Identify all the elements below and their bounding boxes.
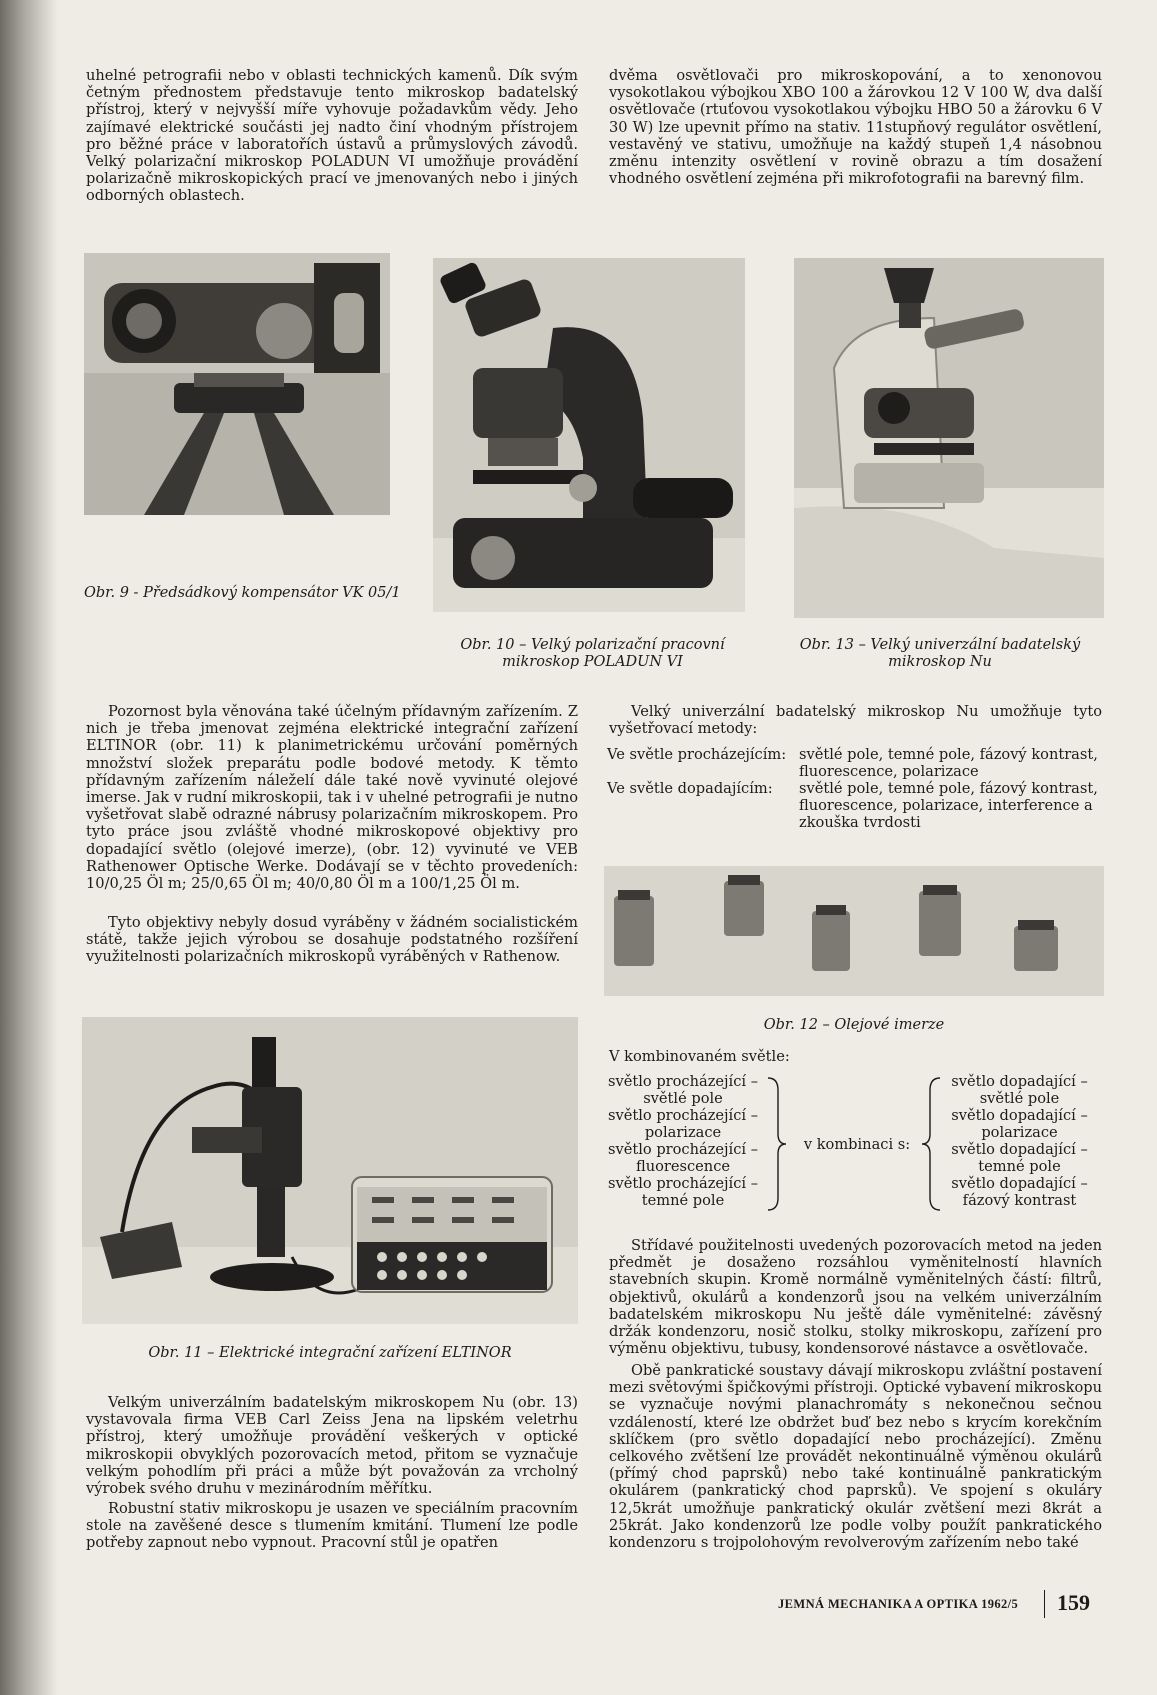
caption-obr12: Obr. 12 – Olejové imerze	[763, 1017, 945, 1033]
photo-mikroskop-nu	[794, 258, 1104, 618]
combined-right-item: světlo dopadající –	[951, 1141, 1088, 1158]
combined-left-item: světlo procházející –	[608, 1107, 758, 1124]
paragraph-velkym-univerzalnim: Velkým univerzálním badatelským mikroskopem Nu (obr. 13) vystavovala firma VEB Carl Zeiss Jena na lipském veletrhu přístroj, který umožňuje provádění veškerých v optické mikroskopii obvyklých pozorovacích metod, přitom se vyznačuje velkým pohodlím při práci a může být považován za vrcholný výrobek svého druhu v mezinárodním měřítku.	[86, 1394, 578, 1498]
combined-left-item: světlo procházející –	[608, 1073, 758, 1090]
combined-right-item: světlo dopadající –	[951, 1107, 1088, 1124]
combined-right-item: polarizace	[981, 1124, 1058, 1141]
method-label-transmitted: Ve světle procházejícím:	[607, 746, 787, 763]
paragraph-stridave: Střídavé použitelnosti uvedených pozorovacích metod na jeden předmět je dosaženo rozsáhlou vyměnitelností hlavních stavebních skupin. Kromě normálně vyměnitelných částí: filtrů, objektivů, okulárů a kondenzorů jsou na velkém univerzálním badatelském mikroskopu Nu ještě dále vyměnitelné: závěsný držák kondenzoru, nosič stolku, stolky mikroskopu, zařízení pro výměnu objektivu, tubusy, kondensorové nástavce a osvětlovače.	[609, 1237, 1102, 1358]
combined-left-item: polarizace	[644, 1124, 722, 1141]
caption-obr13: Obr. 13 – Velký univerzální badatelský mikroskop Nu	[799, 637, 1081, 670]
photo-kompensator	[84, 253, 390, 515]
paragraph-robustni-stativ: Robustní stativ mikroskopu je usazen ve speciálním pracovním stole na zavěšené desce s tlumením kmitání. Tlumení lze podle potřeby zapnout nebo vypnout. Pracovní stůl je opatřen	[86, 1500, 578, 1552]
combined-title: V kombinovaném světle:	[609, 1048, 790, 1065]
method-text-reflected: světlé pole, temné pole, fázový kontrast, fluorescence, polarizace, interference a zkouška tvrdosti	[799, 780, 1098, 832]
combined-right-item: světlo dopadající –	[951, 1175, 1088, 1192]
photo-eltinor	[82, 1017, 578, 1324]
intro-paragraph-right: dvěma osvětlovači pro mikroskopování, a to xenonovou vysokotlakou výbojkou XBO 100 a žárovkou 12 V 100 W, dva další osvětlovače (rtuťovou vysokotlakou výbojku HBO 50 a žárovku 6 V 30 W) lze upevnit přímo na stativ. 11stupňový regulátor osvětlení, vestavěný ve stativu, umožňuje na každý stupeň 1,4 násobnou změnu intenzity osvětlení v rovině obrazu a tím dosažení vhodného osvětlení zejména při mikrofotografii na barevný film.	[609, 67, 1102, 188]
combined-left-item: temné pole	[641, 1192, 725, 1209]
combined-middle-label: v kombinaci s:	[803, 1136, 911, 1153]
paragraph-nu-methods-intro: Velký univerzální badatelský mikroskop Nu umožňuje tyto vyšetřovací metody:	[609, 703, 1102, 738]
page-number: 159	[1057, 1590, 1090, 1615]
caption-obr11: Obr. 11 – Elektrické integrační zařízení ELTINOR	[148, 1345, 512, 1361]
combined-left-item: světlé pole	[643, 1090, 723, 1107]
combined-right-item: fázový kontrast	[962, 1192, 1077, 1209]
combined-right-item: světlé pole	[979, 1090, 1060, 1107]
page-gutter-shadow	[0, 0, 58, 1695]
caption-obr10: Obr. 10 – Velký polarizační pracovní mikroskop POLADUN VI	[460, 637, 725, 670]
photo-olejove-imerze	[604, 866, 1104, 996]
method-label-reflected: Ve světle dopadajícím:	[607, 780, 773, 797]
combined-left-column	[603, 1073, 763, 1209]
caption-obr9: Obr. 9 - Předsádkový kompensátor VK 05/1	[84, 585, 401, 601]
intro-paragraph-left: uhelné petrografii nebo v oblasti technických kamenů. Dík svým četným přednostem představuje tento mikroskop badatelský přístroj, který v nejvyšší míře vyhovuje požadavkům vědy. Jeho zajímavé elektrické součásti jej nadto činí vhodným přístrojem pro běžné práce v laboratořích ústavů a průmyslových závodů. Velký polarizační mikroskop POLADUN VI umožňuje provádění polarizačně mikroskopických prací ve jmenovaných nebo i jiných odborných oblastech.	[86, 67, 578, 205]
method-text-transmitted: světlé pole, temné pole, fázový kontrast, fluorescence, polarizace	[799, 746, 1098, 781]
paragraph-pankraticke: Obě pankratické soustavy dávají mikroskopu zvláštní postavení mezi světovými špičkovými přístroji. Optické vybavení mikroskopu se vyznačuje novými planachromáty s nekonečnou sečnou vzdáleností, které lze obdržet buď bez nebo s krycím korekčním sklíčkem (pro světlo dopadající nebo procházející). Změnu celkového zvětšení lze provádět nekontinuálně výměnou okulárů (přímý chod paprsků) nebo také kontinuálně pankratickým okulárem (pankratický chod paprsků). Ve spojení s okuláry 12,5krát umožňuje pankratický okulár zvětšení mezi 8krát a 25krát. Jako kondenzorů lze podle volby použít pankratického kondenzoru s trojpolohovým revolverovým zařízením nebo také	[609, 1362, 1102, 1552]
left-brace	[766, 1076, 788, 1212]
combined-left-item: světlo procházející –	[608, 1175, 758, 1192]
paragraph-pozornost: Pozornost byla věnována také účelným přídavným zařízením. Z nich je třeba jmenovat zejména elektrické integrační zařízení ELTINOR (obr. 11) k planimetrickému určování poměrných množství složek preparátu podle bodové metody. K těmto přídavným zařízením náleželí dále také nově vyvinuté olejové imerse. Jak v rudní mikroskopii, tak i v uhelné petrografii je nutno vyšetřovat slabě odrazné nábrusy polarizačním mikroskopem. Pro tyto práce jsou zvláště vhodné mikroskopové objektivy pro dopadající světlo (olejové imerze), (obr. 12) vyvinuté ve VEB Rathenower Optische Werke. Dodávají se v těchto provedeních: 10/0,25 Öl m; 25/0,65 Öl m; 40/0,80 Öl m a 100/1,25 Öl m.	[86, 703, 578, 893]
footer-divider	[1044, 1590, 1045, 1618]
combined-right-item: temné pole	[978, 1158, 1061, 1175]
paragraph-tyto-objektivy: Tyto objektivy nebyly dosud vyráběny v žádném socialistickém státě, takže jejich výrobou se dosahuje podstatného rozšíření využitelnosti polarizačních mikroskopů vyráběných v Rathenow.	[86, 914, 578, 966]
combined-left-item: fluorescence	[635, 1158, 731, 1175]
photo-poladun-vi	[433, 258, 745, 612]
combined-left-item: světlo procházející –	[608, 1141, 758, 1158]
journal-footer: JEMNÁ MECHANIKA A OPTIKA 1962/5	[778, 1597, 1019, 1611]
combined-right-column	[938, 1073, 1101, 1209]
combined-right-item: světlo dopadající –	[951, 1073, 1088, 1090]
